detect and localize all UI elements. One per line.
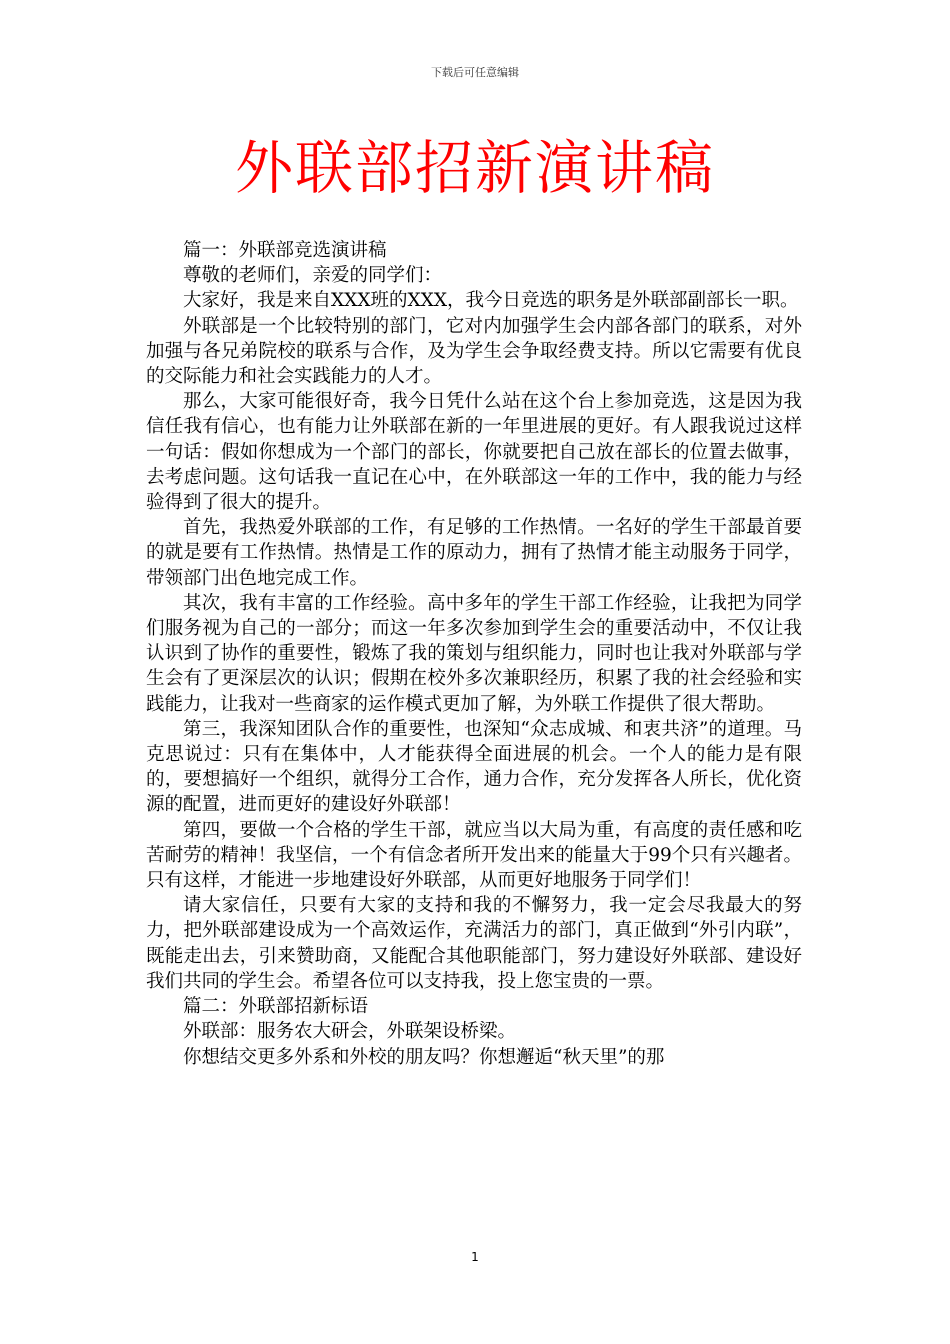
paragraph: 那么，大家可能很好奇，我今日凭什么站在这个台上参加竞选，这是因为我信任我有信心，也有能力让外联部在新的一年里进展的更好。有人跟我说过这样一句话：假如你想成为一个部门的部长，你就要把自己放在部长的位置去做事，去考虑问题。这句话我一直记在心中，在外联部这一年的工作中，我的能力与经验得到了很大的提升。 bbox=[146, 391, 802, 514]
paragraph: 你想结交更多外系和外校的朋友吗？你想邂逅“秋天里”的那 bbox=[183, 1046, 665, 1068]
paragraph: 外联部：服务农大研会，外联架设桥梁。 bbox=[183, 1021, 517, 1043]
header-note: 下载后可任意编辑 bbox=[431, 66, 519, 79]
paragraph: 其次，我有丰富的工作经验。高中多年的学生干部工作经验，让我把为同学们服务视为自己的一部分；而这一年多次参加到学生会的重要活动中，不仅让我认识到了协作的重要性，锻炼了我的策划与组织能力，同时也让我对外联部与学生会有了更深层次的认识；假期在校外多次兼职经历，积累了我的社会经验和实践能力，让我对一些商家的运作模式更加了解，为外联工作提供了很大帮助。 bbox=[146, 592, 802, 715]
paragraph: 请大家信任，只要有大家的支持和我的不懈努力，我一定会尽我最大的努力，把外联部建设成为一个高效运作，充满活力的部门，真正做到“外引内联”，既能走出去，引来赞助商，又能配合其他职能部门，努力建设好外联部、建设好我们共同的学生会。希望各位可以支持我，投上您宝贵的一票。 bbox=[146, 895, 802, 992]
paragraph: 第四，要做一个合格的学生干部，就应当以大局为重，有高度的责任感和吃苦耐劳的精神！我坚信，一个有信念者所开发出来的能量大于99个只有兴趣者。只有这样，才能进一步地建设好外联部，从而更好地服务于同学们！ bbox=[146, 819, 802, 892]
paragraph: 首先，我热爱外联部的工作，有足够的工作热情。一名好的学生干部最首要的就是要有工作热情。热情是工作的原动力，拥有了热情才能主动服务于同学，带领部门出色地完成工作。 bbox=[146, 517, 802, 589]
document-body bbox=[146, 238, 802, 1070]
page-number: 1 bbox=[471, 1250, 479, 1264]
paragraph: 第三，我深知团队合作的重要性，也深知“众志成城、和衷共济”的道理。马克思说过：只有在集体中，人才能获得全面进展的机会。一个人的能力是有限的，要想搞好一个组织，就得分工合作，通力合作，充分发挥各人所长，优化资源的配置，进而更好的建设好外联部！ bbox=[146, 718, 802, 816]
document-title: 外联部招新演讲稿 bbox=[234, 134, 715, 202]
paragraph: 外联部是一个比较特别的部门，它对内加强学生会内部各部门的联系，对外加强与各兄弟院校的联系与合作，及为学生会争取经费支持。所以它需要有优良的交际能力和社会实践能力的人才。 bbox=[146, 315, 802, 388]
paragraph: 大家好，我是来自XXX班的XXX，我今日竞选的职务是外联部副部长一职。 bbox=[183, 290, 799, 312]
paragraph: 篇一：外联部竞选演讲稿 bbox=[183, 240, 387, 261]
paragraph: 尊敬的老师们，亲爱的同学们： bbox=[183, 265, 443, 287]
paragraph: 篇二：外联部招新标语 bbox=[183, 996, 369, 1018]
